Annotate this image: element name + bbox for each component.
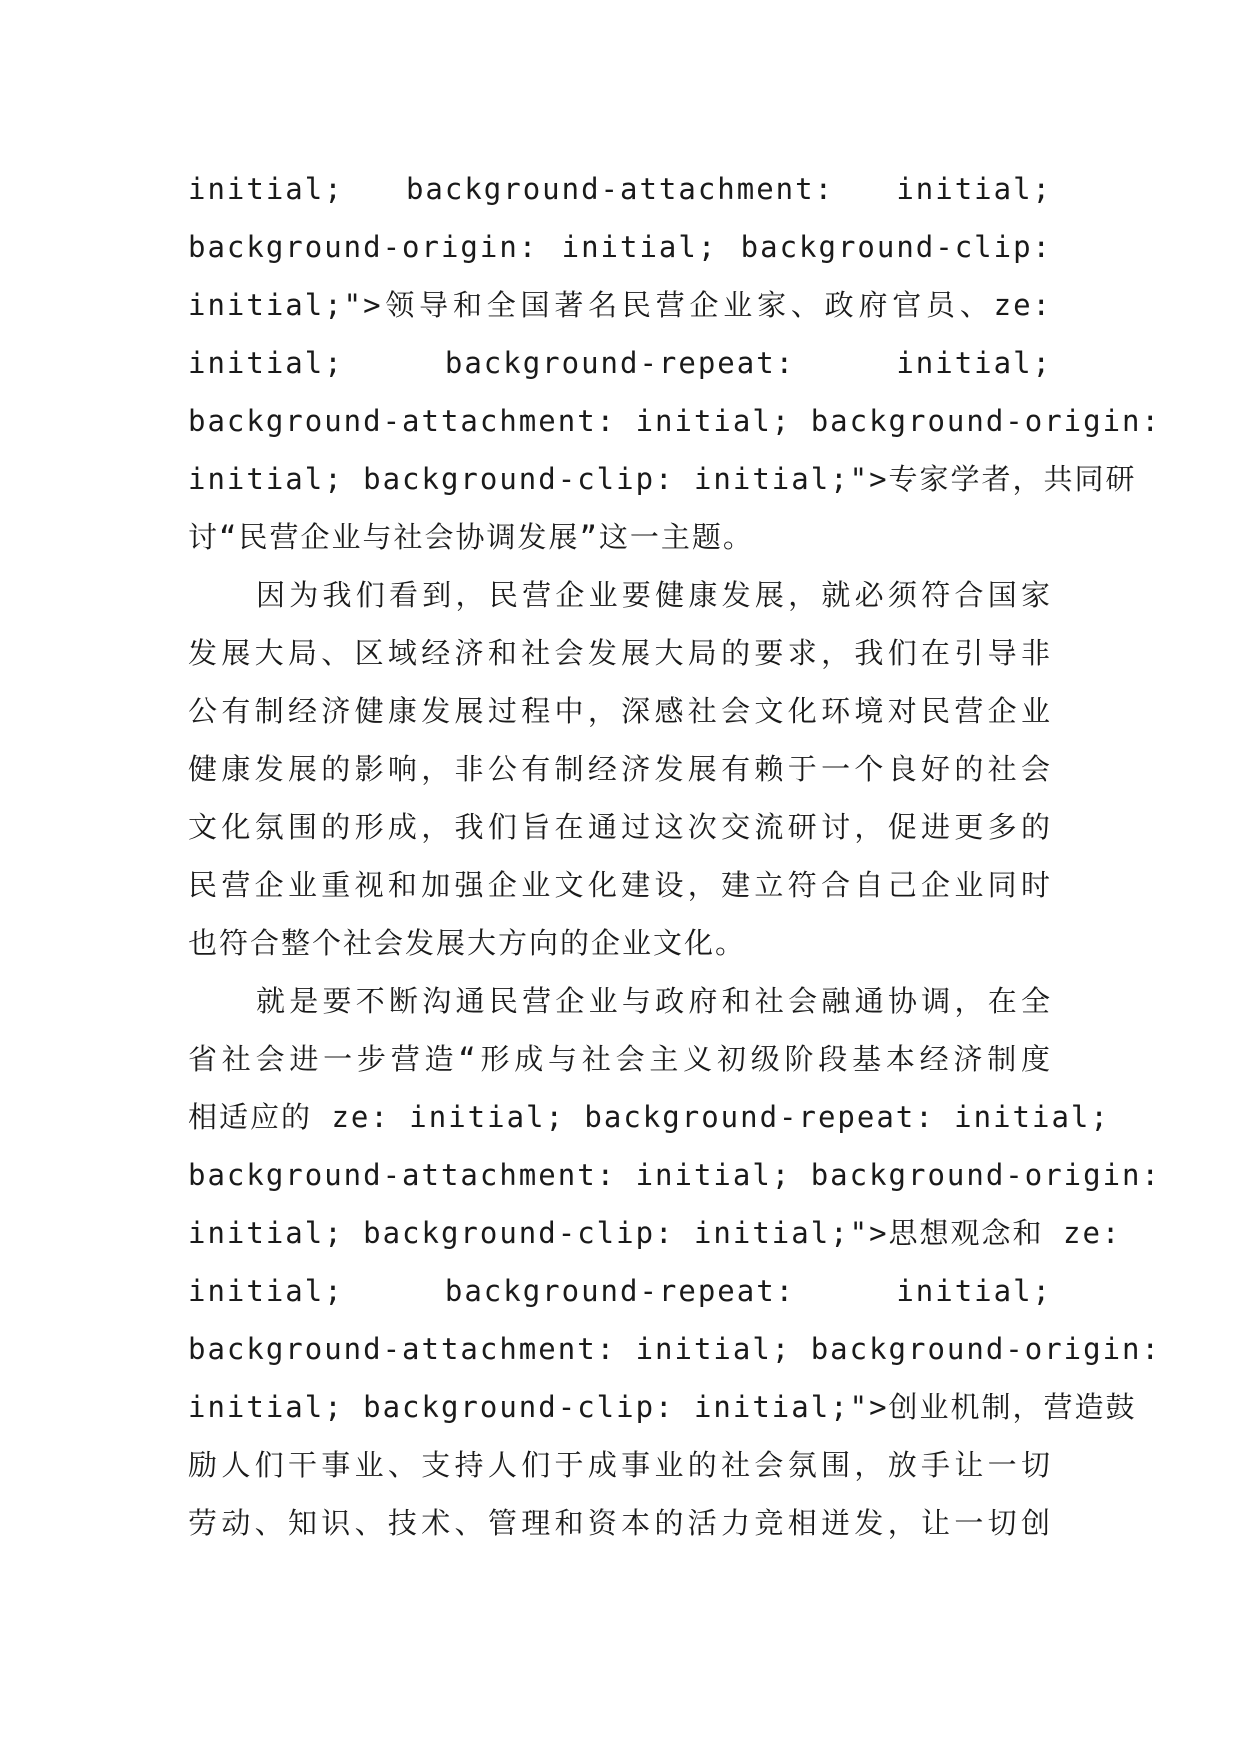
- text-line: 因为我们看到，民营企业要健康发展，就必须符合国家: [256, 578, 1052, 612]
- text-line: background-origin: initial; background-clip:: [188, 230, 1052, 264]
- text-line: background-attachment: initial; background-origin:: [188, 1158, 1161, 1192]
- text-line: 发展大局、区域经济和社会发展大局的要求，我们在引导非: [188, 636, 1052, 670]
- text-line: 讨“民营企业与社会协调发展”这一主题。: [188, 520, 754, 554]
- text-line: initial; background-repeat: initial;: [188, 1274, 1052, 1308]
- text-line: initial; background-clip: initial;">创业机制，营造鼓: [188, 1390, 1137, 1424]
- text-line: initial; background-attachment: initial;: [188, 172, 1052, 206]
- text-line: initial;">领导和全国著名民营企业家、政府官员、ze:: [188, 288, 1052, 322]
- text-line: 也符合整个社会发展大方向的企业文化。: [188, 926, 747, 960]
- text-line: 就是要不断沟通民营企业与政府和社会融通协调，在全: [256, 984, 1052, 1018]
- text-line: 省社会进一步营造“形成与社会主义初级阶段基本经济制度: [188, 1042, 1052, 1076]
- text-line: 文化氛围的形成，我们旨在通过这次交流研讨，促进更多的: [188, 810, 1052, 844]
- text-line: initial; background-clip: initial;">专家学者，共同研: [188, 462, 1137, 496]
- text-line: background-attachment: initial; background-origin:: [188, 404, 1161, 438]
- text-line: 公有制经济健康发展过程中，深感社会文化环境对民营企业: [188, 694, 1052, 728]
- text-line: 相适应的 ze: initial; background-repeat: initial;: [188, 1100, 1110, 1134]
- text-line: 劳动、知识、技术、管理和资本的活力竞相迸发，让一切创: [188, 1506, 1052, 1540]
- text-line: 健康发展的影响，非公有制经济发展有赖于一个良好的社会: [188, 752, 1052, 786]
- text-line: initial; background-repeat: initial;: [188, 346, 1052, 380]
- text-line: background-attachment: initial; background-origin:: [188, 1332, 1161, 1366]
- document-body-text: [188, 160, 1161, 1552]
- text-line: 民营企业重视和加强企业文化建设，建立符合自己企业同时: [188, 868, 1052, 902]
- text-line: initial; background-clip: initial;">思想观念和 ze:: [188, 1216, 1122, 1250]
- text-line: 励人们干事业、支持人们于成事业的社会氛围，放手让一切: [188, 1448, 1052, 1482]
